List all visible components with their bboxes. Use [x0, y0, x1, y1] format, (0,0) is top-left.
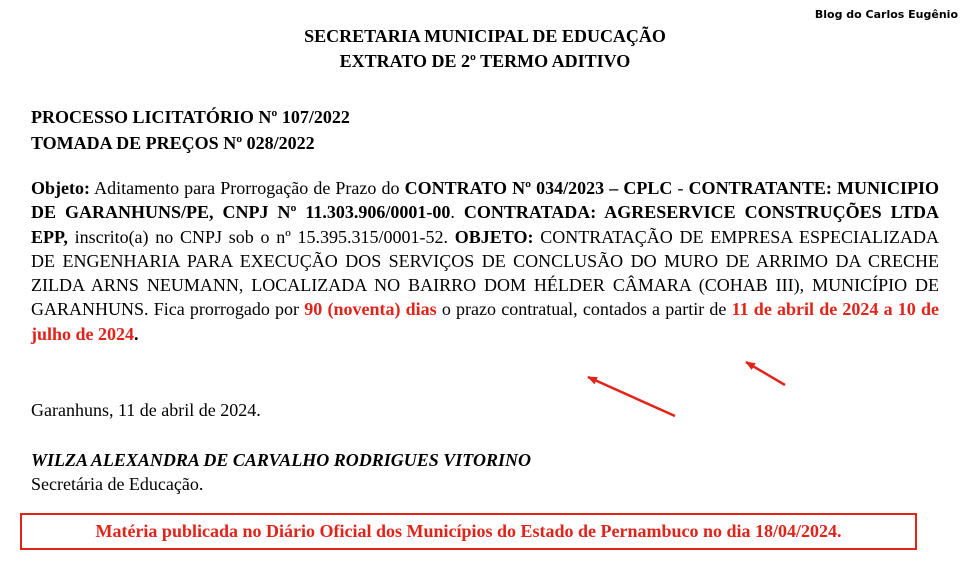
separator: -	[672, 178, 689, 198]
prazo-highlight: 90 (noventa) dias	[304, 299, 437, 320]
tomada-de-precos: TOMADA DE PREÇOS Nº 028/2022	[31, 133, 315, 153]
place-date: Garanhuns, 11 de abril de 2024.	[31, 400, 261, 420]
processo-licitatorio: PROCESSO LICITATÓRIO Nº 107/2022	[31, 107, 350, 127]
contratante: CONTRATANTE: MUNICIPIO DE GARANHUNS/PE, CNPJ Nº 11.303.906/0001-00	[31, 178, 940, 223]
prazo-after: o prazo contratual, contados a partir de	[436, 299, 732, 320]
signer-name: WILZA ALEXANDRA DE CARVALHO RODRIGUES VITORINO	[31, 450, 531, 470]
blog-watermark: Blog do Carlos Eugênio	[814, 8, 958, 21]
signature-block	[31, 448, 531, 496]
secretaria-title: SECRETARIA MUNICIPAL DE EDUCAÇÃO	[304, 26, 666, 46]
separator: .	[450, 202, 464, 223]
publication-note-text: Matéria publicada no Diário Oficial dos Municípios do Estado de Pernambuco no dia 18/04/2024.	[95, 521, 842, 541]
arrow-to-periodo-icon	[588, 377, 675, 416]
objeto-intro: Aditamento para Prorrogação de Prazo do	[89, 178, 405, 198]
period-end: .	[134, 323, 139, 344]
arrow-to-prazo-icon	[746, 362, 785, 385]
publication-note	[20, 513, 917, 550]
signer-role: Secretária de Educação.	[31, 474, 204, 494]
periodo-highlight: 11 de abril de 2024 a 10 de julho de 2024	[31, 299, 939, 344]
extrato-title: EXTRATO DE 2º TERMO ADITIVO	[339, 51, 631, 71]
contratada: CONTRATADA: AGRESERVICE CONSTRUÇÕES LTDA EPP,	[31, 202, 940, 247]
objeto2-text: CONTRATAÇÃO DE EMPRESA ESPECIALIZADA DE ENGENHARIA PARA EXECUÇÃO DOS SERVIÇOS DE CONCLUSÃO DO MURO DE ARRIMO DA CRECHE ZILDA ARNS NEUMANN, LOCALIZADA NO BAIRRO DOM HÉLDER CÂMARA (COHAB III), MUNICÍPIO DE GARANHUNS. Fica prorrogado por	[31, 226, 939, 320]
contratada-cnpj: inscrito(a) no CNPJ sob o nº 15.395.315/0001-52.	[67, 226, 455, 247]
objeto-label: Objeto:	[31, 178, 90, 198]
contrato-number: CONTRATO Nº 034/2023 – CPLC	[404, 178, 673, 198]
objeto2-label: OBJETO:	[454, 226, 534, 247]
